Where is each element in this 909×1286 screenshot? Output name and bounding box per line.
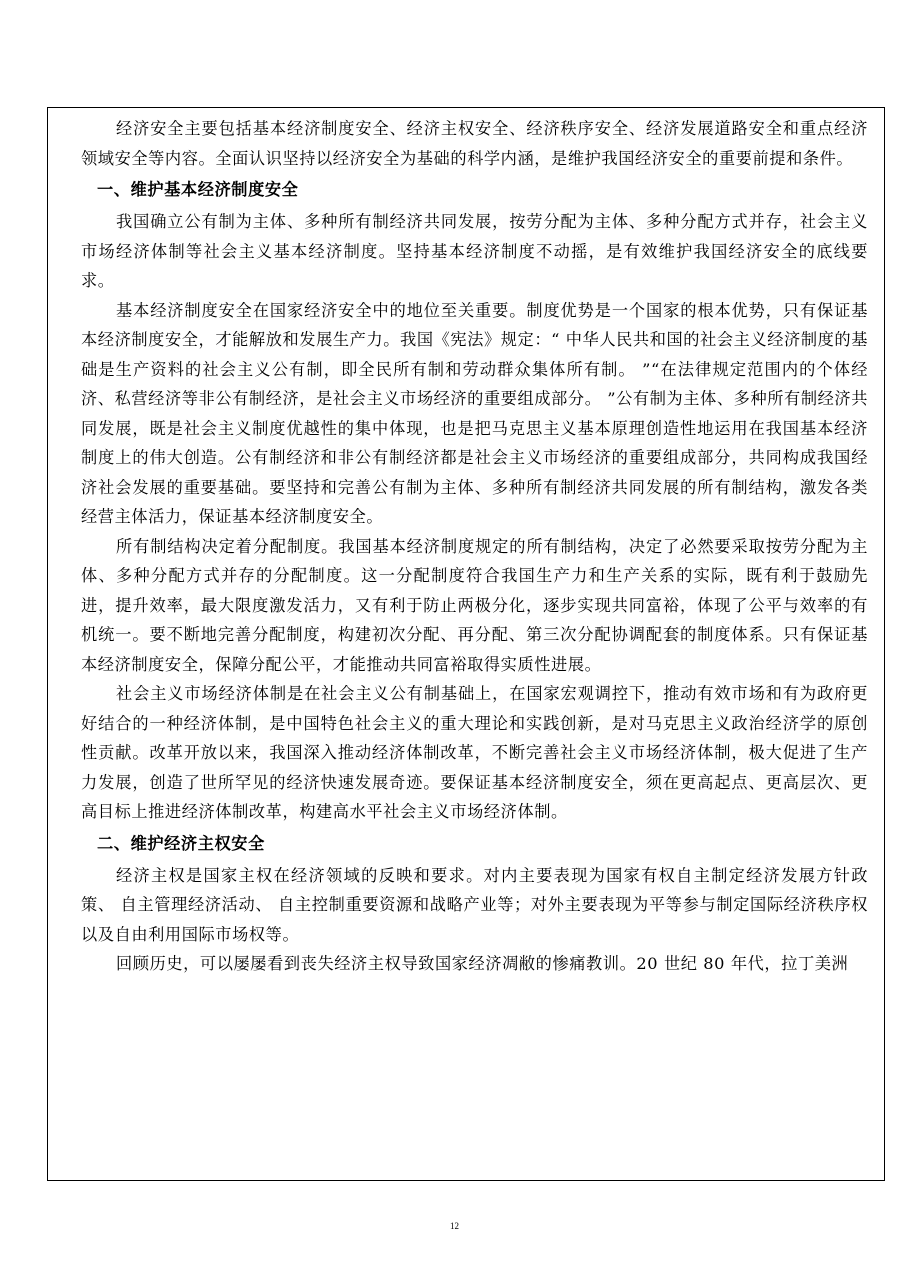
paragraph: 回顾历史，可以屡屡看到丧失经济主权导致国家经济凋敝的惨痛教训。20 世纪 80 年代，拉丁美洲 <box>116 954 849 973</box>
intro-paragraph: 经济安全主要包括基本经济制度安全、经济主权安全、经济秩序安全、经济发展道路安全和重点经济领域安全等内容。全面认识坚持以经济安全为基础的科学内涵，是维护我国经济安全的重要前提和条件。 <box>81 119 868 168</box>
paragraph: 我国确立公有制为主体、多种所有制经济共同发展，按劳分配为主体、多种分配方式并存，社会主义市场经济体制等社会主义基本经济制度。坚持基本经济制度不动摇，是有效维护我国经济安全的底线要求。 <box>81 212 868 290</box>
paragraph: 所有制结构决定着分配制度。我国基本经济制度规定的所有制结构，决定了必然要采取按劳分配为主体、多种分配方式并存的分配制度。这一分配制度符合我国生产力和生产关系的实际，既有利于鼓励先进，提升效率，最大限度激发活力，又有利于防止两极分化，逐步实现共同富裕，体现了公平与效率的有机统一。要不断地完善分配制度，构建初次分配、再分配、第三次分配协调配套的制度体系。只有保证基本经济制度安全，保障分配公平，才能推动共同富裕取得实质性进展。 <box>81 536 868 674</box>
section-heading-2: 二、维护经济主权安全 <box>97 833 265 853</box>
paragraph: 经济主权是国家主权在经济领域的反映和要求。对内主要表现为国家有权自主制定经济发展方针政策、 自主管理经济活动、 自主控制重要资源和战略产业等；对外主要表现为平等参与制定国际经济秩序权以及自由利用国际市场权等。 <box>81 865 868 944</box>
document-frame <box>47 107 885 1181</box>
paragraph: 社会主义市场经济体制是在社会主义公有制基础上，在国家宏观调控下，推动有效市场和有为政府更好结合的一种经济体制，是中国特色社会主义的重大理论和实践创新，是对马克思主义政治经济学的原创性贡献。改革开放以来，我国深入推动经济体制改革，不断完善社会主义市场经济体制，极大促进了生产力发展，创造了世所罕见的经济快速发展奇迹。要保证基本经济制度安全，须在更高起点、更高层次、更高目标上推进经济体制改革，构建高水平社会主义市场经济体制。 <box>81 684 868 821</box>
page-number: 12 <box>450 1221 459 1231</box>
section-heading-1: 一、维护基本经济制度安全 <box>97 180 299 199</box>
paragraph: 基本经济制度安全在国家经济安全中的地位至关重要。制度优势是一个国家的根本优势，只有保证基本经济制度安全，才能解放和发展生产力。我国《宪法》规定：“ 中华人民共和国的社会主义经济制度的基础是生产资料的社会主义公有制，即全民所有制和劳动群众集体所有制。 ”“在法律规定范围内的个体经济、私营经济等非公有制经济，是社会主义市场经济的重要组成部分。 ”公有制为主体、多种所有制经济共同发展，既是社会主义制度优越性的集中体现，也是把马克思主义基本原理创造性地运用在我国基本经济制度上的伟大创造。公有制经济和非公有制经济都是社会主义市场经济的重要组成部分，共同构成我国经济社会发展的重要基础。要坚持和完善公有制为主体、多种所有制经济共同发展的所有制结构，激发各类经营主体活力，保证基本经济制度安全。 <box>81 300 868 526</box>
